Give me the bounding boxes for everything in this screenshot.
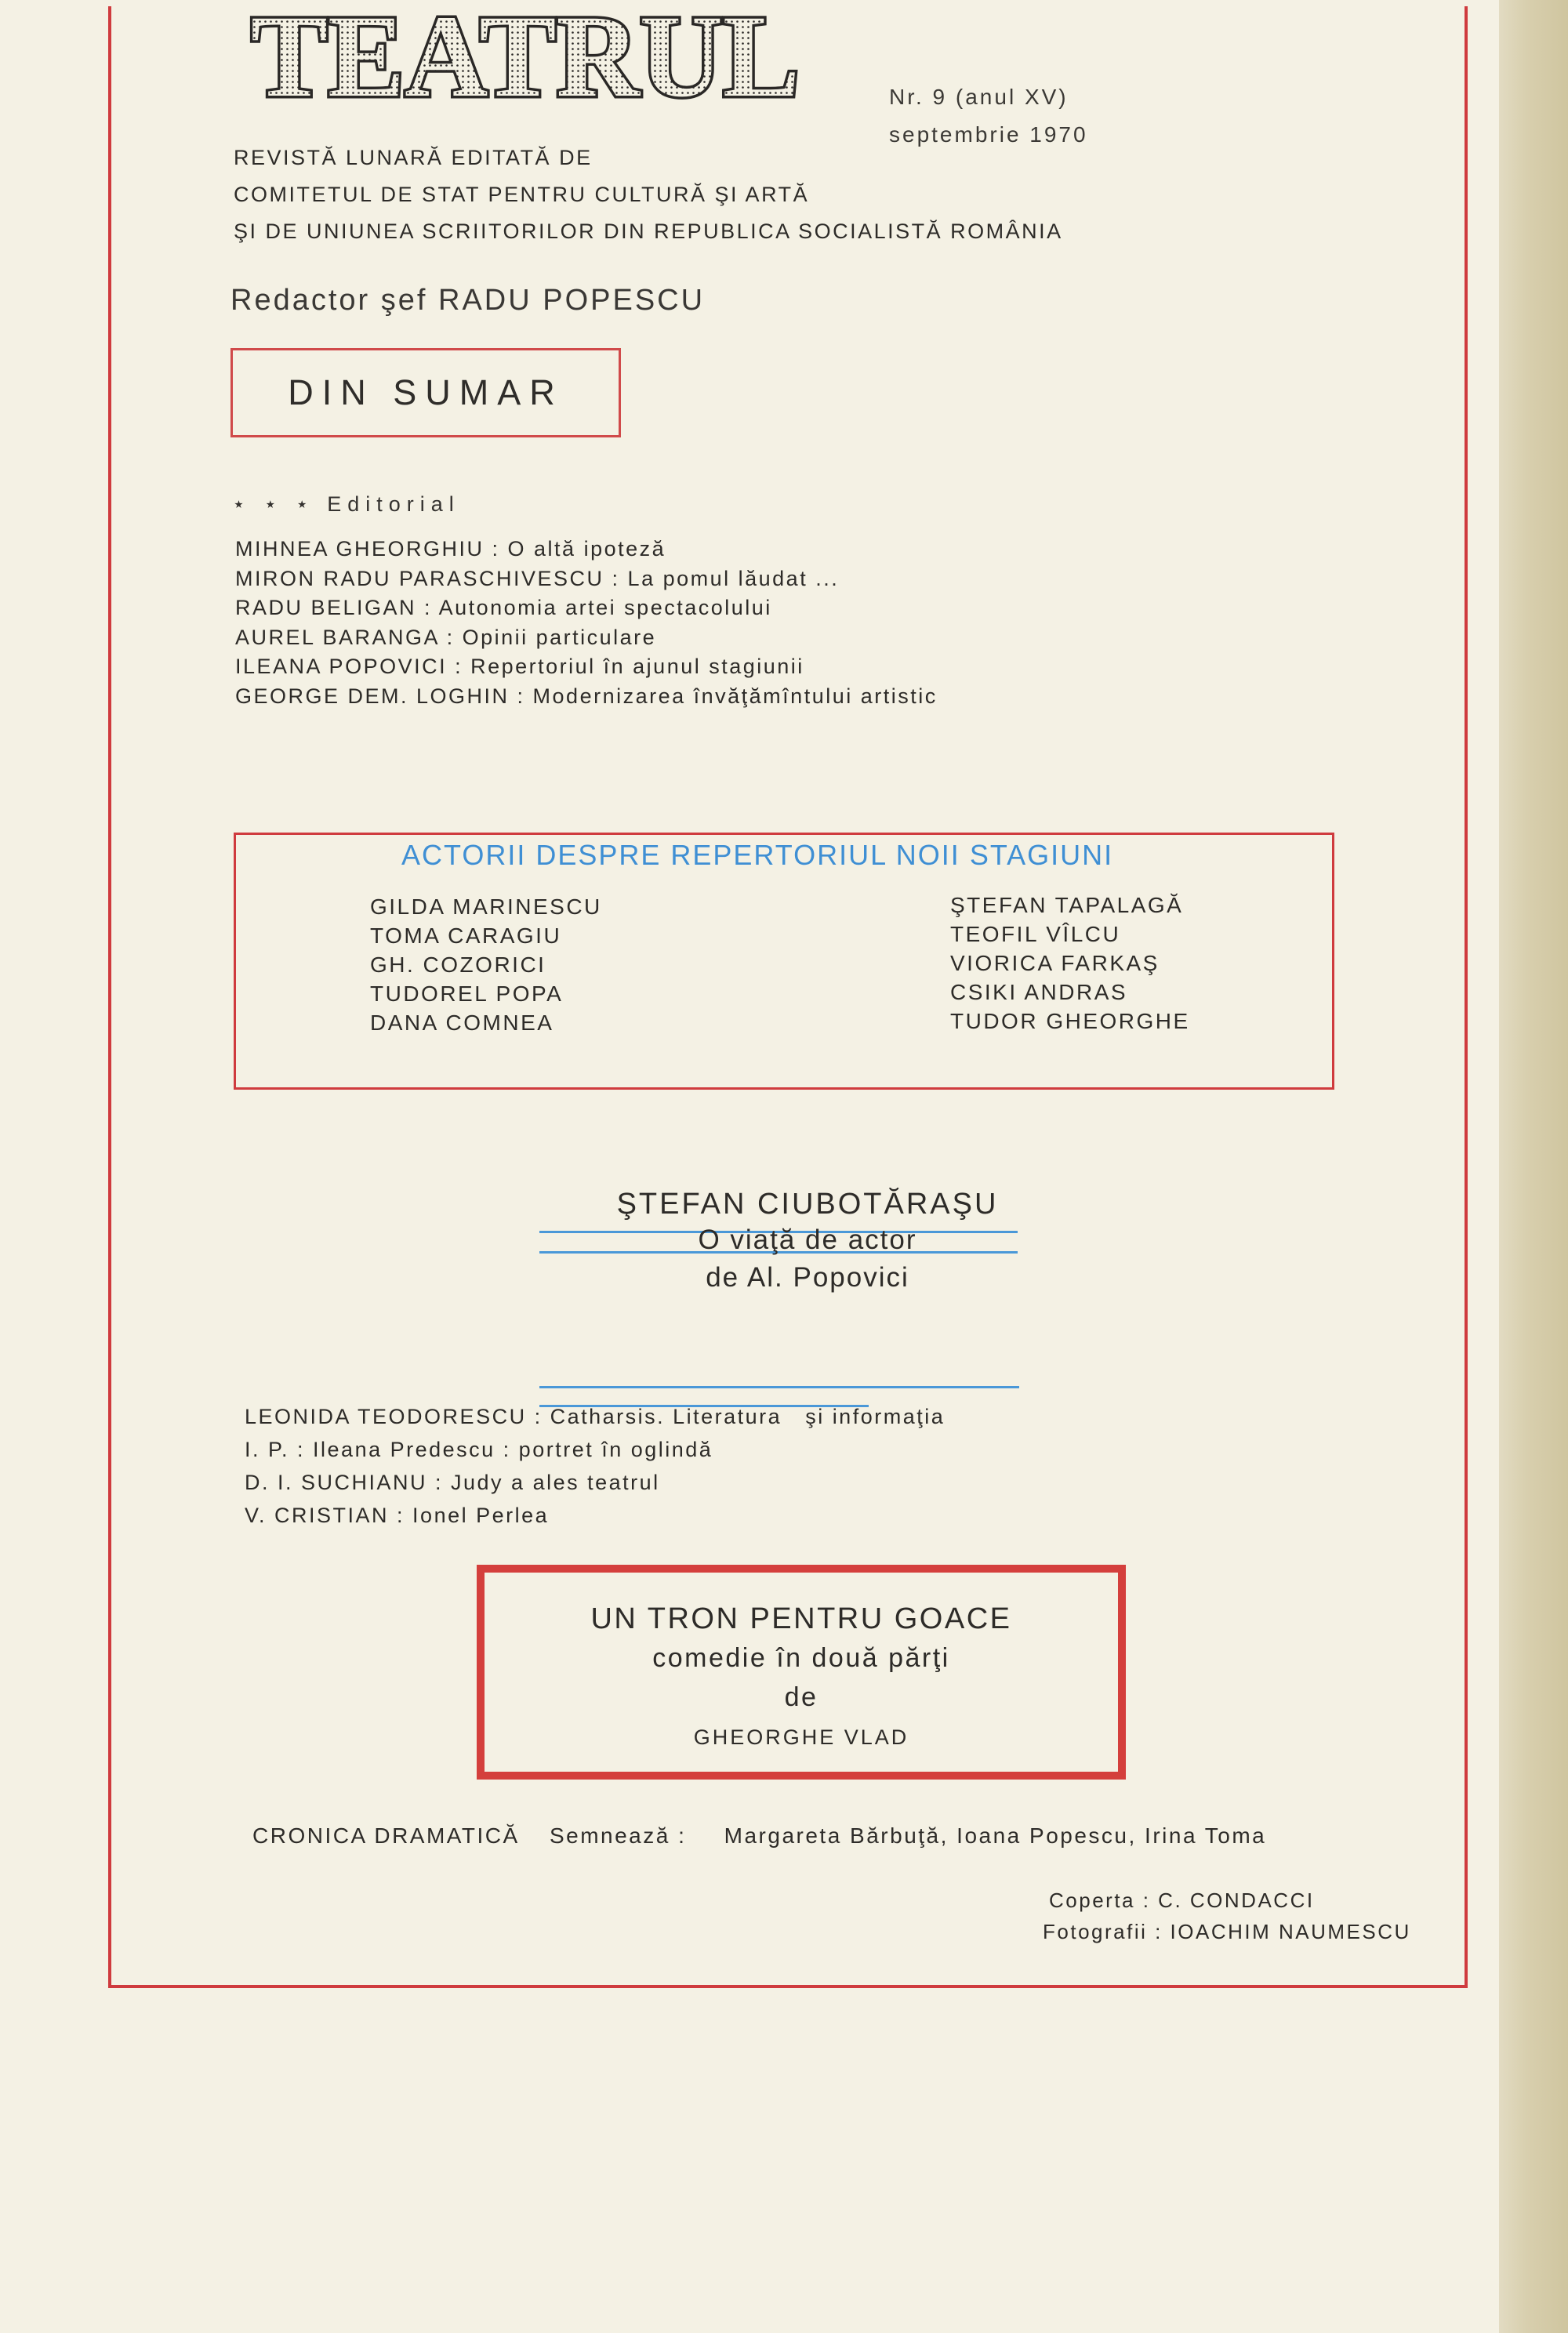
list-item: LEONIDA TEODORESCU : Catharsis. Literatura şi informaţia <box>245 1405 946 1428</box>
list-item: GEORGE DEM. LOGHIN : Modernizarea învăţămîntului artistic <box>235 684 938 708</box>
feature-author: de Al. Popovici <box>706 1262 909 1293</box>
list-item: V. CRISTIAN : Ionel Perlea <box>245 1504 550 1527</box>
blue-rule <box>539 1386 1019 1388</box>
play-author: GHEORGHE VLAD <box>693 1725 909 1749</box>
feature-name: ŞTEFAN CIUBOTĂRAŞU <box>616 1188 999 1221</box>
list-item: ILEANA POPOVICI : Repertoriul în ajunul stagiunii <box>235 655 804 678</box>
summary-heading: DIN SUMAR <box>288 372 564 412</box>
summary-heading-box <box>230 348 621 437</box>
actors-list-left <box>370 892 602 1037</box>
cronica-names: Margareta Bărbuţă, Ioana Popescu, Irina Toma <box>724 1823 1267 1848</box>
editorial-label: ⋆ ⋆ ⋆ Editorial <box>232 492 460 516</box>
masthead-text: TEATRUL <box>251 8 800 110</box>
list-item: VIORICA FARKAŞ <box>950 951 1160 975</box>
list-item: I. P. : Ileana Predescu : portret în oglindă <box>245 1438 713 1461</box>
list-item: MIHNEA GHEORGHIU : O altă ipoteză <box>235 537 666 561</box>
publisher-line: REVISTĂ LUNARĂ EDITATĂ DE <box>234 146 593 169</box>
list-item: AUREL BARANGA : Opinii particulare <box>235 625 657 649</box>
list-item: CSIKI ANDRAS <box>950 980 1128 1004</box>
cronica-signed: Semnează : <box>549 1823 687 1848</box>
page-spine <box>1499 0 1568 2333</box>
list-item: GH. COZORICI <box>370 952 546 977</box>
list-item: D. I. SUCHIANU : Judy a ales teatrul <box>245 1471 660 1494</box>
publisher-block <box>234 140 1063 250</box>
credits-block <box>1043 1885 1411 1947</box>
cronica-line <box>252 1823 1266 1849</box>
list-item: TEOFIL VÎLCU <box>950 922 1121 946</box>
actors-list-right <box>950 891 1190 1036</box>
issue-date: septembrie 1970 <box>889 122 1088 147</box>
issue-number: Nr. 9 (anul XV) <box>889 85 1069 109</box>
feature-block <box>470 1185 1145 1298</box>
cronica-label: CRONICA DRAMATICĂ <box>252 1823 520 1848</box>
list-item: TUDOREL POPA <box>370 981 564 1006</box>
editorial-list <box>235 535 938 711</box>
publisher-line: ŞI DE UNIUNEA SCRIITORILOR DIN REPUBLICA SOCIALISTĂ ROMÂNIA <box>234 220 1063 243</box>
play-box <box>477 1565 1126 1780</box>
articles-list <box>245 1400 945 1532</box>
list-item: ŞTEFAN TAPALAGĂ <box>950 893 1184 917</box>
play-title: UN TRON PENTRU GOACE <box>590 1602 1012 1635</box>
publisher-line: COMITETUL DE STAT PENTRU CULTURĂ ŞI ARTĂ <box>234 183 810 206</box>
play-by: de <box>784 1682 818 1712</box>
actors-section-title: ACTORII DESPRE REPERTORIUL NOII STAGIUNI <box>401 839 1114 871</box>
list-item: GILDA MARINESCU <box>370 894 602 919</box>
list-item: DANA COMNEA <box>370 1010 554 1035</box>
photo-credit: Fotografii : IOACHIM NAUMESCU <box>1043 1920 1411 1943</box>
play-genre: comedie în două părţi <box>652 1643 950 1673</box>
feature-subtitle: O viaţă de actor <box>698 1225 917 1255</box>
cover-credit: Coperta : C. CONDACCI <box>1049 1889 1315 1912</box>
editor-in-chief: Redactor şef RADU POPESCU <box>230 284 706 317</box>
list-item: TUDOR GHEORGHE <box>950 1009 1190 1033</box>
masthead-logo <box>235 8 815 110</box>
list-item: TOMA CARAGIU <box>370 923 562 948</box>
list-item: RADU BELIGAN : Autonomia artei spectacolului <box>235 596 772 619</box>
list-item: MIRON RADU PARASCHIVESCU : La pomul lăudat ... <box>235 566 840 590</box>
